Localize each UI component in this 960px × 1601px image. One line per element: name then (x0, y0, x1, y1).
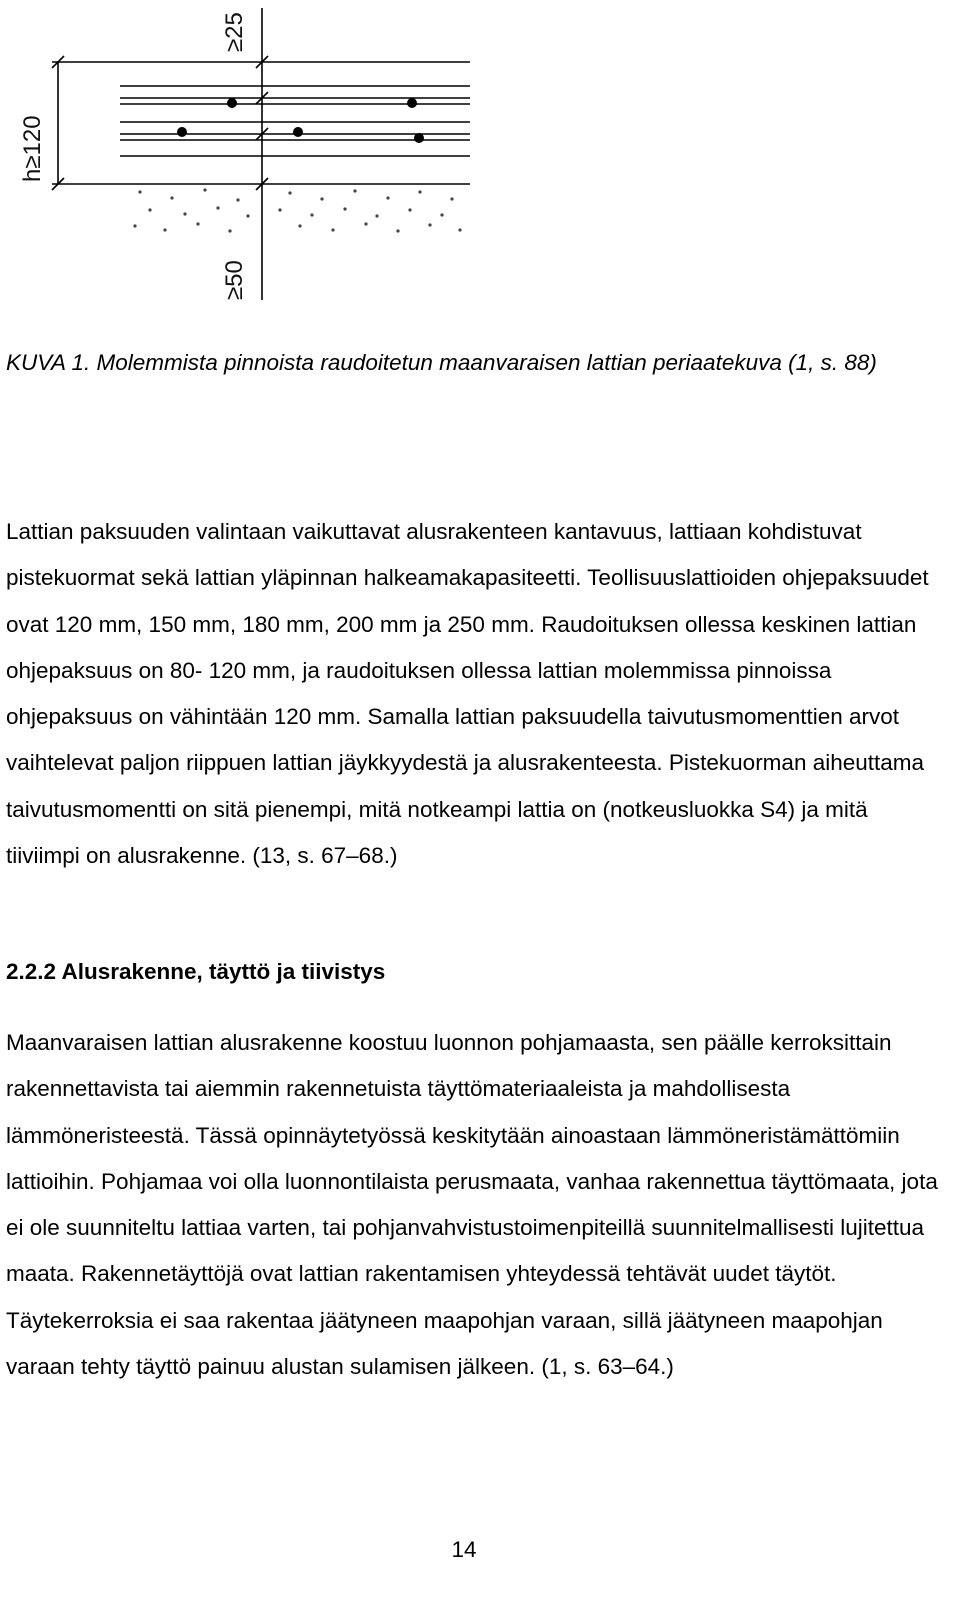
caption-text: Molemmista pinnoista raudoitetun maanvaraisen lattian periaatekuva (1, s. 88) (96, 350, 877, 375)
rebar-dots (177, 98, 424, 143)
dimension-label-left: h≥120 (19, 115, 46, 182)
dimension-label-top: ≥25 (221, 12, 248, 52)
section-heading: 2.2.2 Alusrakenne, täyttö ja tiivistys (6, 959, 386, 984)
slab-layers (120, 86, 470, 156)
floor-cross-section-figure (0, 0, 520, 310)
paragraph-floor-thickness: Lattian paksuuden valintaan vaikuttavat alusrakenteen kantavuus, lattiaan kohdistuvat pistekuormat sekä lattian yläpinnan halkeamakapasiteetti. Teollisuuslattioiden ohjepaksuudet ovat 120 mm, 150 mm, 180 mm, 200 mm ja 250 mm. Raudoituksen ollessa keskinen lattian ohjepaksuus on 80- 120 mm, ja raudoituksen ollessa lattian molemmissa pinnoissa ohjepaksuus on vähintään 120 mm. Samalla lattian paksuudella taivutusmomenttien arvot vaihtelevat paljon riippuen lattian jäykkyydestä ja alusrakenteesta. Pistekuorman aiheuttama taivutusmomentti on sitä pienempi, mitä notkeampi lattia on (notkeusluokka S4) ja mitä tiiviimpi on alusrakenne. (13, s. 67–68.) (6, 519, 929, 869)
figure-caption (6, 340, 946, 386)
caption-label: KUVA 1. (6, 350, 91, 375)
dimension-lines (52, 8, 470, 300)
dimension-label-bottom: ≥50 (221, 260, 248, 300)
gravel-fill (133, 188, 461, 232)
paragraph-substructure: Maanvaraisen lattian alusrakenne koostuu luonnon pohjamaasta, sen päälle kerroksittain rakennettavista tai aiemmin rakennetuista täyttömateriaaleista ja mahdollisesta lämmöneristeestä. Tässä opinnäytetyössä keskitytään ainoastaan lämmöneristämättömiin lattioihin. Pohjamaa voi olla luonnontilaista perusmaata, vanhaa rakennettua täyttömaata, jota ei ole suunniteltu lattiaa varten, tai pohjanvahvistustoimenpiteillä suunnitelmallisesti lujitettua maata. Rakennetäyttöjä ovat lattian rakentamisen yhteydessä tehtävät uudet täytöt. Täytekerroksia ei saa rakentaa jäätyneen maapohjan varaan, sillä jäätyneen maapohjan varaan tehty täyttö painuu alustan sulamisen jälkeen. (1, s. 63–64.) (6, 1030, 938, 1380)
page-number: 14 (451, 1537, 477, 1562)
